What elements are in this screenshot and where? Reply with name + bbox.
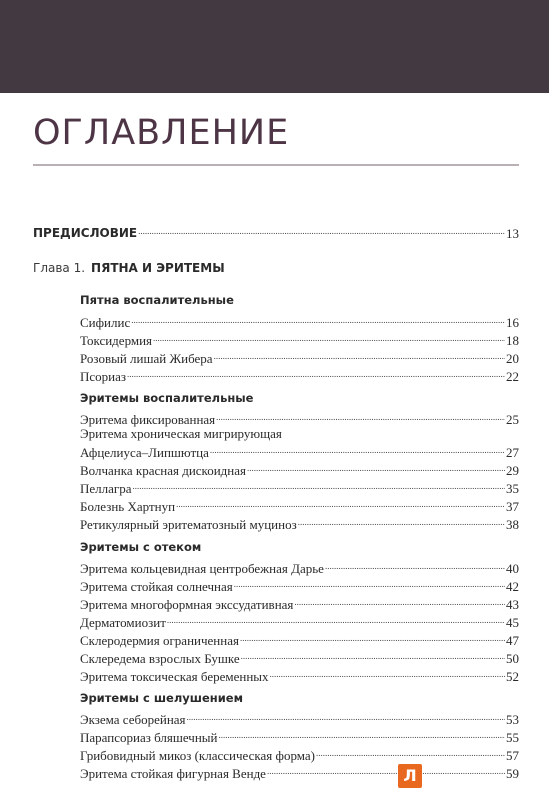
header-band — [0, 0, 549, 93]
dot-leader — [167, 611, 505, 628]
toc-entry — [80, 744, 519, 763]
entry-label: Эритема стойкая фигурная Венде — [80, 766, 266, 781]
section-heading: Эритемы с шелушением — [80, 691, 243, 705]
dot-leader — [153, 329, 505, 346]
dot-leader — [240, 629, 505, 646]
preface-label: ПРЕДИСЛОВИЕ — [33, 226, 138, 240]
dot-leader — [138, 222, 505, 239]
toc-entry — [80, 726, 519, 745]
dot-leader — [131, 311, 505, 328]
dot-leader — [316, 744, 505, 761]
dot-leader — [270, 665, 505, 682]
section-heading: Эритемы воспалительные — [80, 391, 254, 405]
toc-entry — [80, 311, 519, 330]
entry-label: Сифилис — [80, 315, 131, 330]
entry-label: Розовый лишай Жибера — [80, 351, 213, 366]
entry-label: Парапсориаз бляшечный — [80, 730, 218, 745]
entry-label: Эритема токсическая беременных — [80, 669, 269, 684]
entry-page: 57 — [506, 748, 519, 763]
dot-leader — [176, 495, 505, 512]
dot-leader — [210, 441, 505, 458]
entry-label: Афцелиуса–Липшютца — [80, 445, 209, 460]
toc-entry — [80, 513, 519, 532]
dot-leader — [187, 708, 505, 725]
entry-page: 27 — [506, 445, 519, 460]
entry-label: Эритема кольцевидная центробежная Дарье — [80, 561, 324, 576]
toc-entry — [80, 408, 519, 427]
entry-label: Склередема взрослых Бушке — [80, 651, 240, 666]
entry-label: Эритема фиксированная — [80, 412, 216, 427]
toc-entry — [80, 495, 519, 514]
entry-label: Дерматомиозит — [80, 615, 166, 630]
section-heading: Пятна воспалительные — [80, 293, 234, 307]
entry-page: 40 — [506, 561, 519, 576]
entry-page: 18 — [506, 333, 519, 348]
entry-label: Эритема стойкая солнечная — [80, 579, 233, 594]
dot-leader — [247, 459, 505, 476]
entry-page: 20 — [506, 351, 519, 366]
entry-page: 29 — [506, 463, 519, 478]
entry-label: Болезнь Хартнуп — [80, 499, 176, 514]
dot-leader — [234, 575, 505, 592]
toc-entry — [80, 365, 519, 384]
toc-entry — [80, 647, 519, 666]
entry-page: 50 — [506, 651, 519, 666]
dot-leader — [298, 513, 505, 530]
chapter-name: ПЯТНА И ЭРИТЕМЫ — [91, 261, 225, 275]
entry-page: 37 — [506, 499, 519, 514]
entry-page: 38 — [506, 517, 519, 532]
entry-page: 59 — [506, 766, 519, 781]
toc-entry — [80, 557, 519, 576]
toc-entry — [80, 347, 519, 366]
dot-leader — [133, 477, 505, 494]
toc-entry — [80, 441, 519, 460]
entry-label: Токсидермия — [80, 333, 153, 348]
entry-page: 16 — [506, 315, 519, 330]
dot-leader — [325, 557, 505, 574]
dot-leader — [214, 347, 505, 364]
entry-label: Псориаз — [80, 369, 127, 384]
entry-page: 25 — [506, 412, 519, 427]
toc-entry — [80, 575, 519, 594]
dot-leader — [294, 593, 505, 610]
toc-entry — [80, 459, 519, 478]
entry-label: Волчанка красная дискоидная — [80, 463, 246, 478]
entry-page: 53 — [506, 712, 519, 727]
entry-label: Пеллагра — [80, 481, 132, 496]
chapter-heading — [33, 261, 225, 276]
page-title: ОГЛАВЛЕНИЕ — [33, 113, 290, 153]
entry-page: 22 — [506, 369, 519, 384]
title-divider — [33, 164, 519, 166]
entry-page: 47 — [506, 633, 519, 648]
labirint-logo-icon: Л — [398, 764, 422, 788]
entry-label: Ретикулярный эритематозный муциноз — [80, 517, 297, 532]
toc-entry — [80, 629, 519, 648]
toc-entry — [80, 665, 519, 684]
entry-label-line1: Эритема хроническая мигрирующая — [80, 426, 282, 441]
chapter-number: Глава 1. — [33, 261, 86, 275]
entry-label: Экзема себорейная — [80, 712, 186, 727]
entry-label: Грибовидный микоз (классическая форма) — [80, 748, 315, 763]
entry-page: 55 — [506, 730, 519, 745]
dot-leader — [267, 762, 505, 779]
entry-label: Эритема многоформная экссудативная — [80, 597, 294, 612]
toc-entry-preface — [33, 222, 519, 241]
toc-entry — [80, 708, 519, 727]
dot-leader — [241, 647, 505, 664]
entry-page: 52 — [506, 669, 519, 684]
toc-entry — [80, 477, 519, 496]
section-heading: Эритемы с отеком — [80, 540, 202, 554]
entry-page: 42 — [506, 579, 519, 594]
entry-page: 35 — [506, 481, 519, 496]
preface-page: 13 — [506, 226, 519, 241]
toc-entry — [80, 329, 519, 348]
entry-page: 45 — [506, 615, 519, 630]
entry-label: Склеродермия ограниченная — [80, 633, 239, 648]
entry-page: 43 — [506, 597, 519, 612]
toc-entry — [80, 762, 519, 781]
toc-entry — [80, 593, 519, 612]
toc-entry — [80, 611, 519, 630]
dot-leader — [219, 726, 506, 743]
dot-leader — [127, 365, 505, 382]
dot-leader — [216, 408, 505, 425]
